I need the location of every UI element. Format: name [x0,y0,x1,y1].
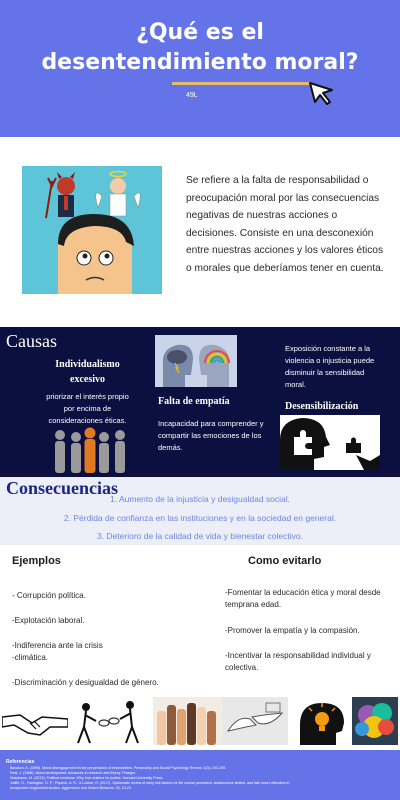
ejemplo-item-4: -Discriminación y desigualdad de género. [12,678,159,687]
ejemplos-title: Ejemplos [12,555,61,567]
reference-item: Nussbaum, M. (2013). Political emotions: Why love matters for justice. Harvard University Press. [10,776,164,780]
ejemplo-item-2: -Explotación laboral. [12,616,85,625]
handshake-icon [2,697,68,745]
cursor-arrow-icon [306,80,336,106]
evitar-item-1: -Fomentar la educación ética y moral desde temprana edad. [225,588,381,609]
cause2-title: Falta de empatía [158,396,230,407]
people-group-icon [50,427,130,473]
ejemplo-item-1: - Corrupción política. [12,591,86,600]
title-underline [172,82,310,85]
broken-chain-figures-icon [72,697,150,745]
helping-hands-icon [222,697,288,745]
intro-description: Se refiere a la falta de responsabilidad o preocupación moral por las consecuencias negativas de nuestras acciones o decisiones. Consiste en una desconexión entre nuestras acciones y los valores éticos o morales que deberíamos tener en cuenta. [186,175,384,274]
evitar-title: Como evitarlo [248,555,322,567]
page-title-line2: desentendimiento moral? [41,50,359,75]
raised-fists-icon [153,697,223,745]
reference-item: Bandura, A. (1999). Moral disengagement in the perpetration of inhumanities. Personality and Social Psychology Review, 3(3), 193-209. [10,766,226,770]
puzzle-head-icon [280,415,380,470]
consecuencia-item-2: 2. Pérdida de confianza en las instituciones y en la sociedad en general. [63,513,337,523]
empathy-heads-icon [155,335,237,387]
consecuencias-title: Consecuencias [6,478,118,498]
cause2-text: Incapacidad para comprender y compartir las emociones de los demás. [158,419,264,452]
cause3-text: Exposición constante a la violencia o injusticia puede disminuir la sensibilidad moral. [285,344,375,389]
cause3-title: Desensibilización [285,401,359,412]
consecuencia-item-1: 1. Aumento de la injusticia y desigualdad social. [109,494,291,504]
reference-item: Rest, J. (1986). Moral development: Advances in research and theory. Praeger. [10,771,136,775]
references-title: Referencias [6,759,35,765]
reference-item: Joliffe, D., Farrington, D. P., Piquero, A. R., & Loeber, R. (2017). Systematic review of early risk factors for life course persistent, adolescence limited, and late onset offenders in [10,781,290,785]
colorful-brain-icon [352,697,398,745]
ejemplo-item-3: -Indiferencia ante la crisis -climática. [12,641,103,662]
consecuencia-item-3: 3. Deterioro de la calidad de vida y bienestar colectivo. [96,531,303,541]
page-title [0,18,400,78]
evitar-item-3: -Incentivar la responsabilidad individual y colectiva. [225,651,371,672]
cause1-text: priorizar el interés propio por encima de consideraciones éticas. [46,392,129,425]
intro-illustration [22,166,162,294]
page-title-line1: ¿Qué es el [136,20,264,45]
header-code: 49L [186,92,198,99]
cause1-title: Individualismo excesivo [55,359,120,385]
thinking-head-icon [58,214,134,294]
causas-title: Causas [6,331,57,351]
reference-item: prospective longitudinal studies. Aggression and Violent Behavior, 33, 15-23. [10,786,132,790]
evitar-item-2: -Promover la empatía y la compasión. [225,626,360,635]
lightbulb-head-icon [292,697,350,745]
